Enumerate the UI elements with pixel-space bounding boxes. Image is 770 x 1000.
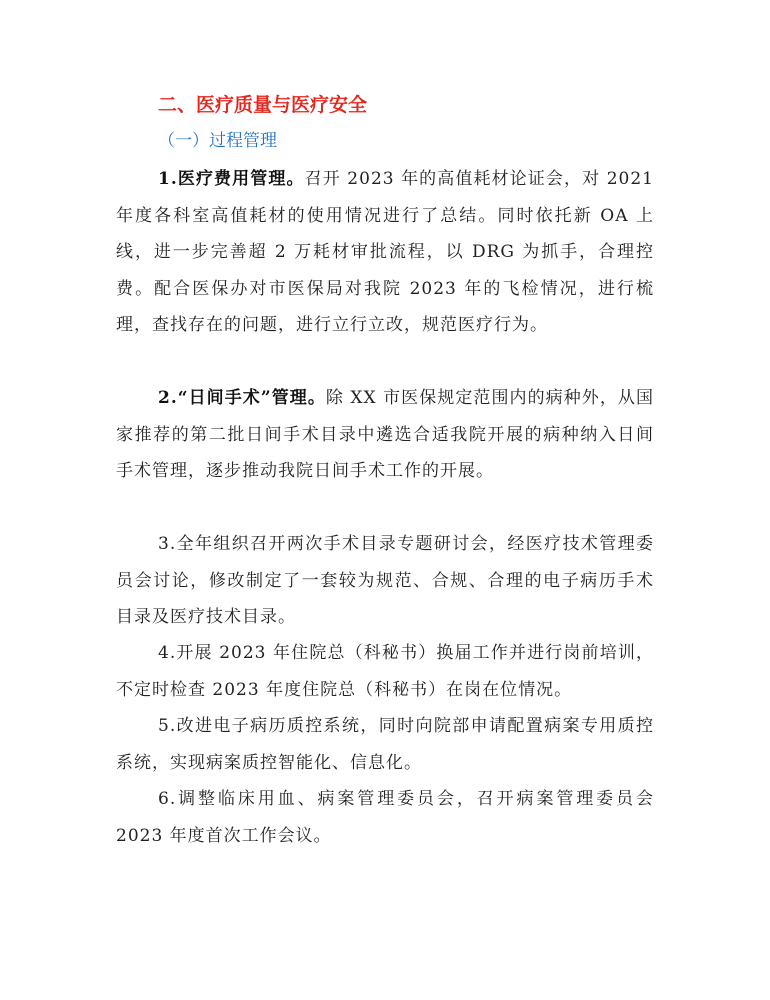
paragraph-text: 3.全年组织召开两次手术目录专题研讨会，经医疗技术管理委员会讨论，修改制定了一套较为规范、合规、合理的电子病历手术目录及医疗技术目录。 bbox=[116, 534, 654, 627]
paragraph-text: 4.开展 2023 年住院总（科秘书）换届工作并进行岗前培训，不定时检查 2023 年度住院总（科秘书）在岗在位情况。 bbox=[116, 643, 654, 700]
paragraph-lead: 2.“日间手术”管理。 bbox=[158, 388, 326, 408]
paragraph-lead: 1.医疗费用管理。 bbox=[158, 169, 305, 189]
paragraph-day-surgery-management bbox=[116, 380, 654, 490]
subsection-heading: （一）过程管理 bbox=[158, 131, 277, 151]
paragraph-text: 召开 2023 年的高值耗材论证会，对 2021 年度各科室高值耗材的使用情况进行了总结。同时依托新 OA 上线，进一步完善超 2 万耗材审批流程，以 DRG 为抓手，合理控费。配合医保办对市医保局对我院 2023 年的飞检情况，进行梳理，查找存在的问题，进行立行立改，规范医疗行为。 bbox=[116, 169, 654, 335]
paragraph-committee-adjustment bbox=[116, 781, 654, 854]
paragraph-surgery-catalog bbox=[116, 526, 654, 636]
paragraph-chief-resident bbox=[116, 635, 654, 708]
paragraph-medical-cost-management bbox=[116, 161, 654, 344]
paragraph-text: 6.调整临床用血、病案管理委员会，召开病案管理委员会 2023 年度首次工作会议。 bbox=[116, 789, 654, 846]
section-heading: 二、医疗质量与医疗安全 bbox=[158, 94, 368, 116]
paragraph-text: 5.改进电子病历质控系统，同时向院部申请配置病案专用质控系统，实现病案质控智能化、信息化。 bbox=[116, 716, 654, 773]
paragraph-text: 除 XX 市医保规定范围内的病种外，从国家推荐的第二批日间手术目录中遴选合适我院开展的病种纳入日间手术管理，逐步推动我院日间手术工作的开展。 bbox=[116, 388, 654, 481]
paragraph-emr-quality-control bbox=[116, 708, 654, 781]
